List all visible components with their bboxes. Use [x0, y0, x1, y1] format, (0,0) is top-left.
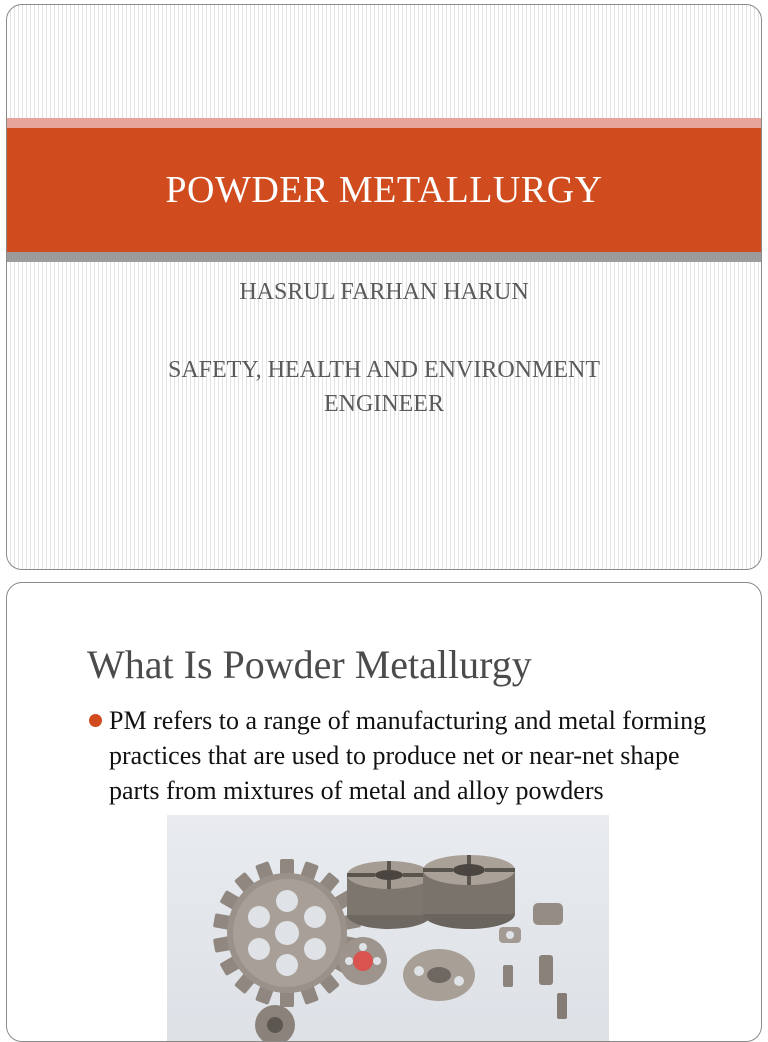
author-name: HASRUL FARHAN HARUN	[239, 279, 529, 305]
metal-parts-photo	[167, 815, 609, 1042]
title-slide	[6, 4, 762, 570]
slide-heading: What Is Powder Metallurgy	[87, 642, 532, 687]
title-band-bottom-stripe	[7, 252, 761, 262]
title-band-top-stripe	[7, 118, 761, 128]
slide-title: POWDER METALLURGY	[165, 169, 603, 211]
author-role: SAFETY, HEALTH AND ENVIRONMENT ENGINEER	[167, 357, 600, 417]
bullet-text: PM refers to a range of manufacturing and metal forming practices that are used to produce net or near-net shape parts from mixtures of metal and alloy powders	[109, 706, 707, 805]
content-slide	[6, 582, 762, 1042]
rotor-part-icon	[347, 861, 431, 929]
spur-gear-icon	[213, 859, 361, 1007]
bullet-dot-icon	[89, 714, 102, 727]
bullet-item	[87, 703, 727, 808]
rotor-part-icon	[423, 855, 515, 929]
title-band	[7, 128, 761, 252]
flange-part-icon	[339, 937, 387, 985]
plate-part-icon	[403, 949, 475, 1001]
